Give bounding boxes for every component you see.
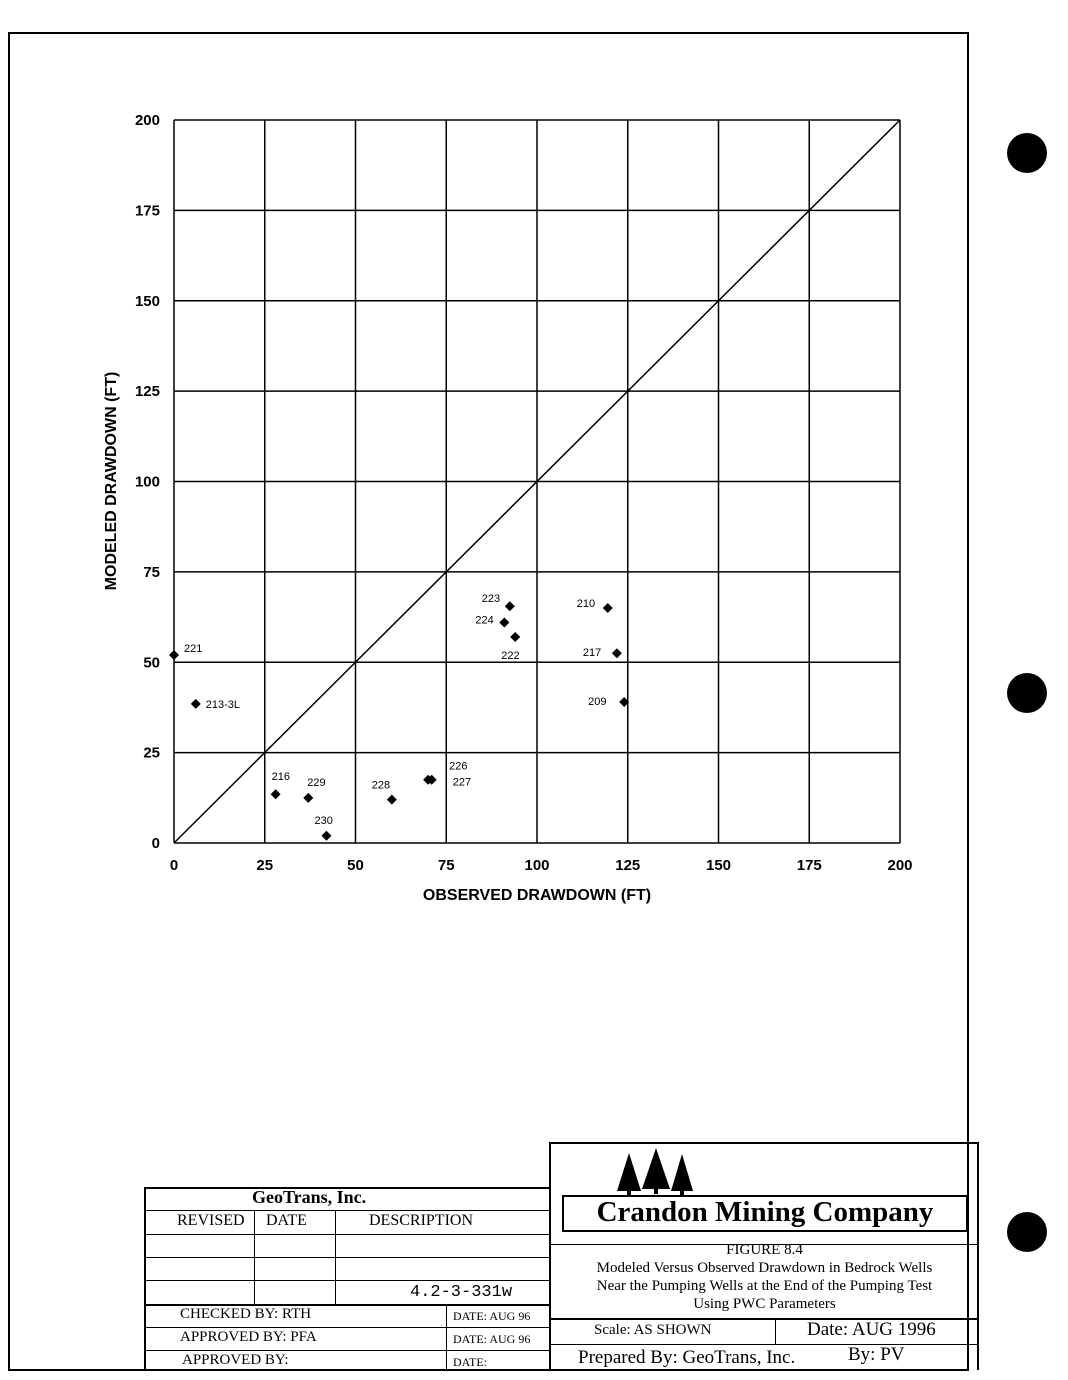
prepared-by-field: Prepared By: GeoTrans, Inc. <box>578 1347 796 1368</box>
point-label: 216 <box>271 771 290 784</box>
approved-date-2: DATE: <box>453 1355 487 1369</box>
approved-by-1: APPROVED BY: PFA <box>180 1329 317 1345</box>
figure-title-line-2: Near the Pumping Wells at the End of the Pumping Test <box>596 1278 933 1294</box>
point-label: 228 <box>371 779 391 792</box>
data-point-213-3L <box>191 699 201 709</box>
data-point-229 <box>303 793 313 803</box>
y-tick-label: 175 <box>134 202 160 220</box>
point-label: 209 <box>588 696 607 709</box>
description-header: DESCRIPTION <box>369 1212 474 1229</box>
point-label: 210 <box>576 598 596 611</box>
y-tick-label: 100 <box>134 473 160 491</box>
x-tick-label: 25 <box>256 857 274 874</box>
pine-trees-logo <box>614 1147 698 1195</box>
y-tick-label: 0 <box>151 835 160 852</box>
point-label: 227 <box>452 776 472 789</box>
point-label: 221 <box>184 643 203 656</box>
figure-title-line-1: Modeled Versus Observed Drawdown in Bedrock Wells <box>596 1260 933 1276</box>
x-axis-label: OBSERVED DRAWDOWN (FT) <box>422 887 652 904</box>
y-tick-label: 75 <box>143 563 160 581</box>
x-tick-label: 150 <box>705 857 732 874</box>
point-label: 222 <box>501 649 520 662</box>
point-label: 230 <box>314 814 333 827</box>
data-point-210 <box>603 603 613 613</box>
y-tick-label: 125 <box>134 383 160 401</box>
x-tick-label: 0 <box>169 857 179 874</box>
data-point-216 <box>271 789 281 799</box>
data-point-221 <box>169 650 179 660</box>
point-label: 223 <box>481 593 501 606</box>
document-code: 4.2-3-331w <box>410 1283 513 1302</box>
x-tick-label: 75 <box>437 857 455 874</box>
date-field: Date: AUG 1996 <box>807 1319 936 1340</box>
by-field: By: PV <box>848 1344 905 1365</box>
figure-number: FIGURE 8.4 <box>726 1242 803 1258</box>
data-point-217 <box>612 648 622 658</box>
x-tick-label: 100 <box>524 857 550 874</box>
approved-date-1: DATE: AUG 96 <box>453 1332 531 1346</box>
x-tick-label: 50 <box>347 857 364 874</box>
y-tick-label: 200 <box>134 112 160 129</box>
checked-by: CHECKED BY: RTH <box>180 1306 312 1322</box>
x-tick-labels <box>170 857 913 874</box>
data-point-224 <box>499 617 509 627</box>
data-point-228 <box>387 795 397 805</box>
client-name: Crandon Mining Company <box>596 1196 934 1228</box>
y-tick-labels <box>135 112 160 852</box>
revised-header: REVISED <box>177 1212 245 1229</box>
data-points <box>169 601 629 841</box>
y-tick-label: 25 <box>143 744 160 762</box>
scale-field: Scale: AS SHOWN <box>594 1322 712 1338</box>
x-tick-label: 200 <box>887 857 913 874</box>
x-tick-label: 125 <box>615 857 641 874</box>
point-label: 226 <box>449 760 468 773</box>
point-label: 217 <box>582 647 602 660</box>
approved-by-2: APPROVED BY: <box>182 1352 289 1368</box>
data-point-222 <box>510 632 520 642</box>
geotrans-name: GeoTrans, Inc. <box>252 1187 367 1207</box>
point-label: 229 <box>307 776 326 789</box>
data-point-230 <box>321 831 331 841</box>
x-tick-label: 175 <box>796 857 822 874</box>
point-labels <box>184 593 606 827</box>
y-tick-label: 150 <box>134 292 160 310</box>
y-axis-label: MODELED DRAWDOWN (FT) <box>103 371 120 591</box>
point-label: 224 <box>475 614 494 627</box>
point-label: 213-3L <box>205 698 241 711</box>
date-header: DATE <box>266 1212 307 1229</box>
y-tick-label: 50 <box>143 654 160 672</box>
checked-date: DATE: AUG 96 <box>453 1309 531 1323</box>
figure-title-line-3: Using PWC Parameters <box>693 1296 836 1312</box>
data-point-223 <box>505 601 515 611</box>
